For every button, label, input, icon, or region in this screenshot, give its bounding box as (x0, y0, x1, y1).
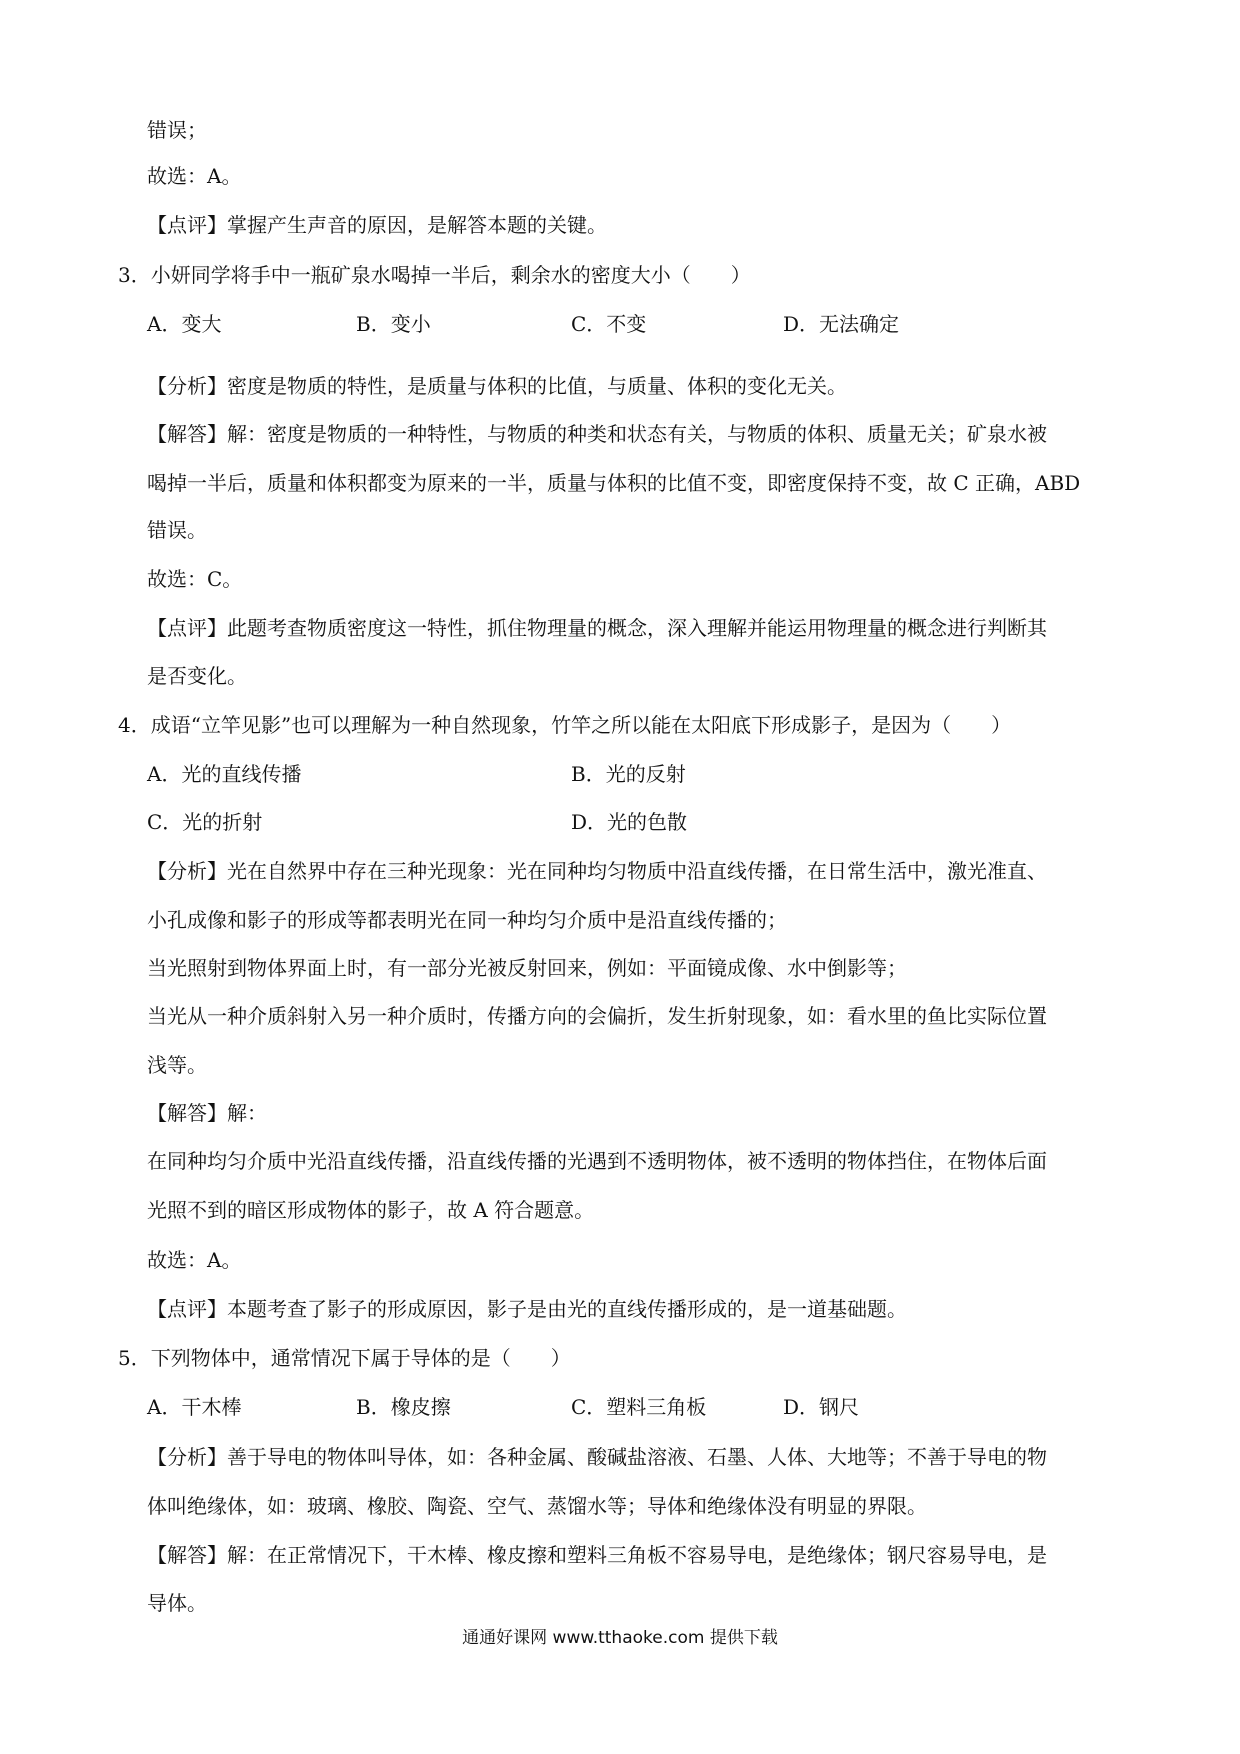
choose-line: 故选：A。 (147, 1248, 242, 1272)
q4-option-b: B．光的反射 (571, 762, 686, 786)
answer-line: 在同种均匀介质中光沿直线传播，沿直线传播的光遇到不透明物体，被不透明的物体挡住，在物体后面 (147, 1149, 1047, 1173)
q3-option-a: A．变大 (147, 312, 222, 336)
page-footer: 通通好课网 www.tthaoke.com 提供下载 (462, 1628, 778, 1648)
question-4: 4．成语“立竿见影”也可以理解为一种自然现象，竹竿之所以能在太阳底下形成影子，是因为（ ） (118, 713, 1012, 737)
q3-option-c: C．不变 (571, 312, 647, 336)
q4-option-d: D．光的色散 (571, 810, 688, 834)
answer-heading: 【解答】解： (147, 1101, 267, 1125)
q5-option-d: D．钢尺 (783, 1395, 860, 1419)
q5-option-c: C．塑料三角板 (571, 1395, 707, 1419)
answer-line: 【解答】解：密度是物质的一种特性，与物质的种类和状态有关，与物质的体积、质量无关；矿泉水被 (147, 422, 1047, 446)
q3-option-b: B．变小 (356, 312, 431, 336)
answer-line: 光照不到的暗区形成物体的影子，故 A 符合题意。 (147, 1198, 595, 1222)
q4-option-a: A．光的直线传播 (147, 762, 302, 786)
analysis-line: 【分析】光在自然界中存在三种光现象：光在同种均匀物质中沿直线传播，在日常生活中，激光准直、 (147, 859, 1047, 883)
analysis-line: 体叫绝缘体，如：玻璃、橡胶、陶瓷、空气、蒸馏水等；导体和绝缘体没有明显的界限。 (147, 1494, 927, 1518)
analysis-line: 【分析】善于导电的物体叫导体，如：各种金属、酸碱盐溶液、石墨、人体、大地等；不善于导电的物 (147, 1445, 1047, 1469)
comment-line: 【点评】本题考查了影子的形成原因，影子是由光的直线传播形成的，是一道基础题。 (147, 1297, 907, 1321)
comment-line: 【点评】掌握产生声音的原因，是解答本题的关键。 (147, 213, 607, 237)
q5-option-b: B．橡皮擦 (356, 1395, 451, 1419)
q4-option-c: C．光的折射 (147, 810, 263, 834)
analysis-line: 当光从一种介质斜射入另一种介质时，传播方向的会偏折，发生折射现象，如：看水里的鱼比实际位置 (147, 1004, 1047, 1028)
q3-option-d: D．无法确定 (783, 312, 900, 336)
q5-option-a: A．干木棒 (147, 1395, 242, 1419)
comment-line: 是否变化。 (147, 664, 247, 688)
comment-line: 【点评】此题考查物质密度这一特性，抓住物理量的概念，深入理解并能运用物理量的概念进行判断其 (147, 616, 1047, 640)
question-5: 5．下列物体中，通常情况下属于导体的是（ ） (118, 1346, 571, 1370)
analysis-line: 【分析】密度是物质的特性，是质量与体积的比值，与质量、体积的变化无关。 (147, 374, 847, 398)
choose-line: 故选：C。 (147, 567, 243, 591)
answer-line: 【解答】解：在正常情况下，干木棒、橡皮擦和塑料三角板不容易导电，是绝缘体；钢尺容易导电，是 (147, 1543, 1047, 1567)
answer-line: 错误。 (147, 518, 207, 542)
text-line: 故选：A。 (147, 164, 242, 188)
question-3: 3．小妍同学将手中一瓶矿泉水喝掉一半后，剩余水的密度大小（ ） (118, 263, 751, 287)
analysis-line: 浅等。 (147, 1053, 207, 1077)
analysis-line: 小孔成像和影子的形成等都表明光在同一种均匀介质中是沿直线传播的； (147, 908, 787, 932)
analysis-line: 当光照射到物体界面上时，有一部分光被反射回来，例如：平面镜成像、水中倒影等； (147, 956, 907, 980)
answer-line: 喝掉一半后，质量和体积都变为原来的一半，质量与体积的比值不变，即密度保持不变，故 C 正确，ABD (147, 471, 1081, 495)
answer-line: 导体。 (147, 1591, 207, 1615)
text-line: 错误； (147, 118, 207, 142)
